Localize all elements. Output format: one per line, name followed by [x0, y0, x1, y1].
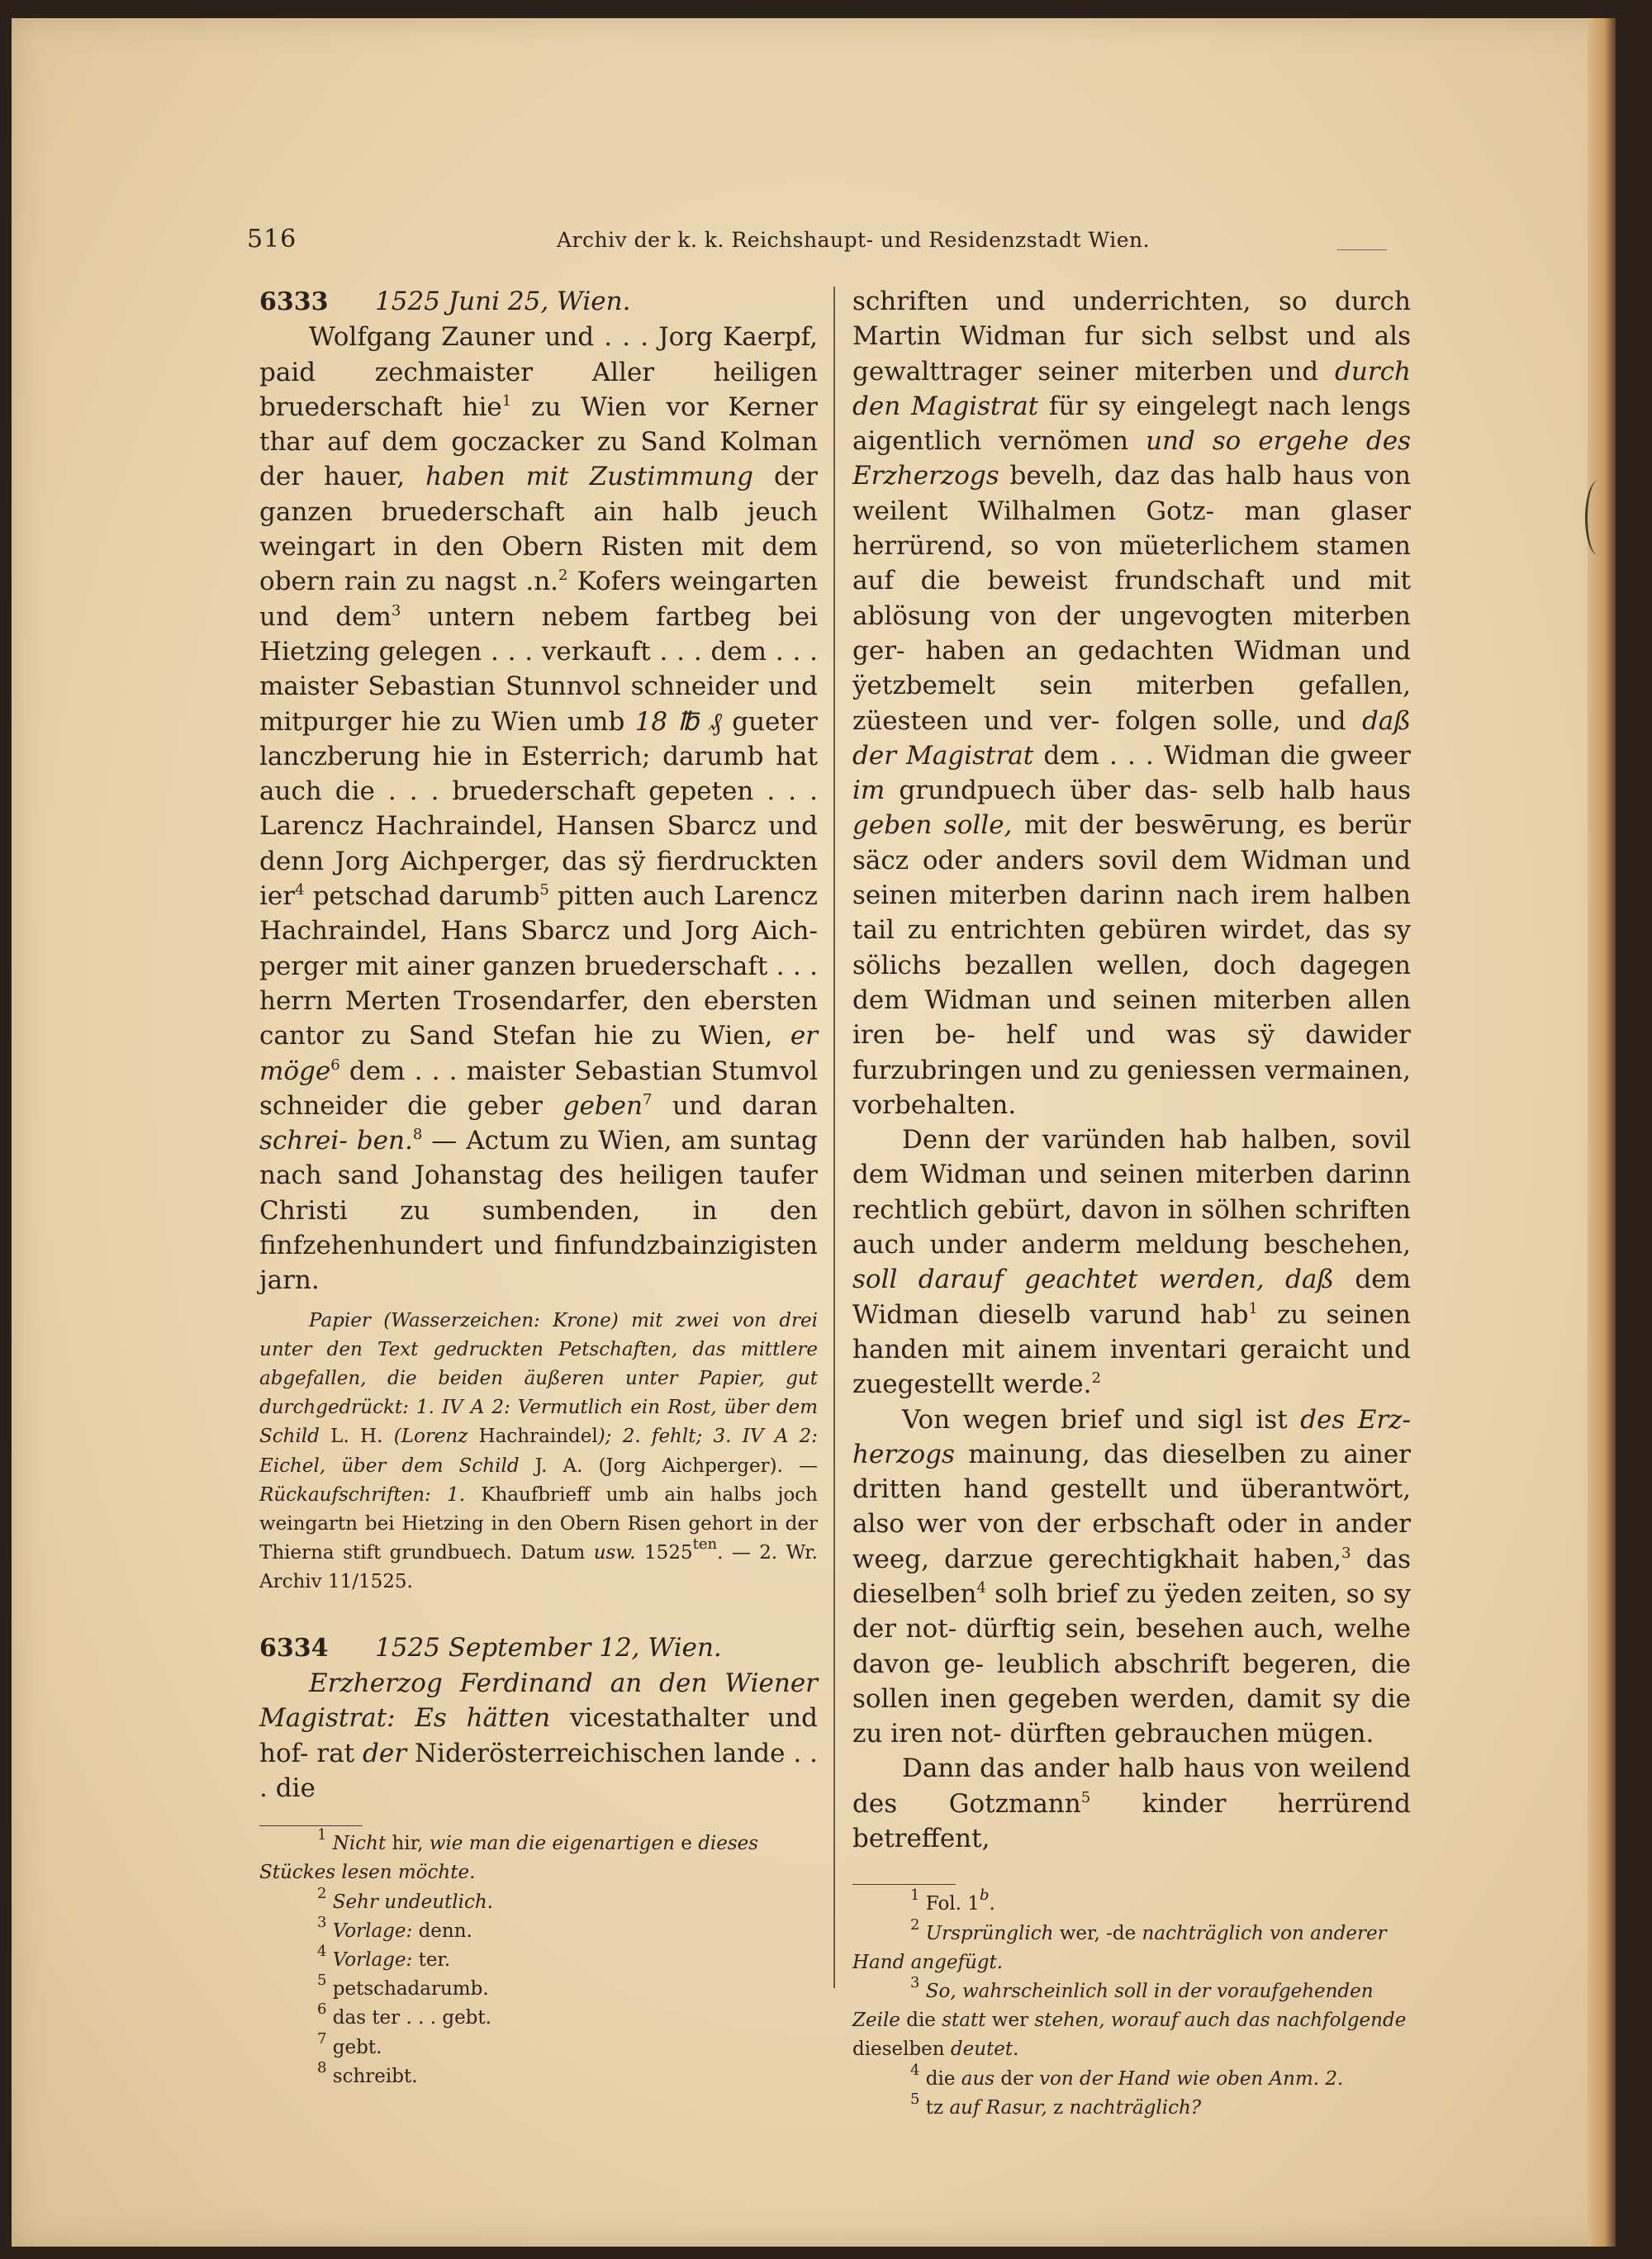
archival-note-6333: Papier (Wasserzeichen: Krone) mit zwei von drei unter den Text gedruckten Petschaften, das mittlere abgefallen, die beiden äußeren unter Papier, gut durchgedrückt: 1. IV A 2: Vermutlich ein Rost, über dem Schild L. H. (Lorenz Hachraindel); 2. fehlt; 3. IV A 2: Eichel, über dem Schild J. A. (Jorg Aichperger). — Rückaufschriften: 1. Khaufbrieff umb ain halbs joch weingartn bei Hietzing in den Obern Risen gehort in der Thierna stift grundbuech. Datum usw. $1525^{ten}$. — 2. Wr. Archiv 11/1525. — [259, 1309, 819, 1593]
document-number: 6333 — [259, 287, 329, 316]
header-rule — [1337, 249, 1387, 250]
document-date: 1525 Juni 25, Wien. — [375, 287, 631, 316]
footnote: $^3$ So, wahrscheinlich soll in der voraufgehenden Zeile die statt wer stehen, worauf auch das nachfolgende dieselben deutet. — [852, 1973, 1407, 2061]
left-column — [259, 284, 818, 2091]
book-page — [12, 18, 1616, 2247]
right-column — [852, 284, 1411, 2123]
footnote: $^5$ tz auf Rasur, z nachträglich? — [910, 2090, 1202, 2119]
column-divider — [833, 287, 835, 1988]
footnote: $^8$ schreibt. — [317, 2058, 418, 2087]
document-text-6334: Erzherzog Ferdinand an den Wiener Magistrat: Es hätten vicestathalter und hof- rat der Niderösterreichischen lande . . . die — [259, 1668, 818, 1803]
left-footnotes — [259, 1826, 818, 2091]
book-spine-edge — [1588, 18, 1616, 2247]
page-number: 516 — [247, 225, 297, 254]
running-title: Archiv der k. k. Reichshaupt- und Residenzstadt Wien. — [557, 228, 1151, 252]
page-header — [247, 225, 1412, 258]
footnote: $^4$ Vorlage: ter. — [317, 1942, 451, 1971]
footnote: $^2$ Ursprünglich wer, -de nachträglich von anderer Hand angefügt. — [852, 1915, 1387, 1973]
paragraph: Von wegen brief und sigl ist des Erz- herzogs mainung, das dieselben zu ainer dritten hand gestellt und überantwört, also wer von der erbschaft oder in ander weeg, darzue gerechtigkhait haben,$^3$ das dieselben$^4$ solh brief zu ÿeden zeiten, so sy der not- dürftig sein, besehen auch, welhe davon ge- leublich abschrift begeren, die sollen inen gegeben werden, damit sy die zu iren not- dürften gebrauchen mügen. — [852, 1404, 1412, 1749]
footnote: $^5$ petschadarumb. — [317, 1972, 489, 2000]
document-number: 6334 — [259, 1633, 329, 1663]
document-text-6333: Wolfgang Zauner und . . . Jorg Kaerpf, paid zechmaister Aller heiligen bruederschaft hie$^1$ zu Wien vor Kerner thar auf dem goczacker zu Sand Kolman der hauer, haben mit Zustimmung der ganzen bruederschaft ain halb jeuch weingart in den Obern Risten mit dem obern rain zu nagst .n.$^2$ Kofers weingarten und dem$^3$ untern nebem fartbeg bei Hietzing gelegen . . . verkauft . . . dem . . . maister Sebastian Stunnvol schneider und mitpurger hie zu Wien umb 18 ℔ ₰ gueter lanczberung hie in Esterrich; darumb hat auch die . . . bruederschaft gepeten . . . Larencz Hachraindel, Hansen Sbarcz und denn Jorg Aichperger, das sÿ fierdruckten ier$^4$ petschad darumb$^5$ pitten auch Larencz Hachraindel, Hans Sbarcz und Jorg Aich- perger mit ainer ganzen bruederschaft . . . herrn Merten Trosendarfer, den ebersten cantor zu Sand Stefan hie zu Wien, er möge$^6$ dem . . . maister Sebastian Stumvol schneider die geber geben$^7$ und daran schrei- ben.$^8$ — Actum zu Wien, am suntag nach sand Johanstag des heiligen taufer Christi zu sumbenden, in den finfzehenhundert und finfundzbainzigisten jarn. — [259, 322, 819, 1296]
footnote: $^6$ das ter . . . gebt. — [317, 2000, 491, 2029]
footnote-rule — [852, 1884, 956, 1885]
footnote: $^7$ gebt. — [317, 2029, 382, 2058]
footnote: $^1$ Nicht hir, wie man die eigenartigen e dieses Stückes lesen möchte. — [259, 1826, 759, 1884]
footnote: $^3$ Vorlage: denn. — [317, 1913, 472, 1942]
paragraph: Denn der varünden hab halben, sovil dem Widman und seinen miterben darinn rechtlich gebürt, davon in sölhen schriften auch under anderm meldung beschehen, soll darauf geachtet werden, daß dem Widman dieselb varund hab$^1$ zu seinen handen mit ainem inventari geraicht und zuegestellt werde.$^2$ — [852, 1125, 1411, 1400]
footnote-rule — [259, 1825, 363, 1826]
paragraph: Dann das ander halb haus von weilend des Gotzmann$^5$ kinder herrürend betreffent, — [852, 1754, 1411, 1854]
document-heading-6334 — [259, 1630, 818, 1666]
footnote: $^4$ die aus der von der Hand wie oben Anm. 2. — [910, 2061, 1344, 2090]
document-heading-6333 — [259, 284, 818, 320]
footnote: $^1$ Fol. 1$^b$. — [910, 1886, 995, 1915]
document-text-6334-continued: schriften und underrichten, so durch Martin Widman fur sich selbst und als gewalttrager seiner miterben und durch den Magistrat für sy eingelegt nach lengs aigentlich vernömen und so ergehe des Erzherzogs bevelh, daz das halb haus von weilent Wilhalmen Gotz- man glaser herrürend, so von müeterlichem stamen auf die beweist frundschaft und mit ablösung von der ungevogten miterben ger- haben an gedachten Widman und ÿetzbemelt sein miterben gefallen, züesteen und ver- folgen solle, und daß der Magistrat dem . . . Widman die gweer im grundpuech über das- selb halb haus geben solle, mit der beswērung, es berür säcz oder anders sovil dem Widman und seinen miterben darinn nach irem halben tail zu entrichten gebüren wirdet, das sy sölichs bezallen wellen, doch dagegen dem Widman und seinen miterben allen iren be- helf und was sÿ dawider furzubringen und zu geniessen vermainen, vorbehalten. — [852, 287, 1412, 1120]
right-footnotes — [852, 1886, 1411, 2123]
page-edge-mark — [1585, 481, 1611, 555]
footnote: $^2$ Sehr undeutlich. — [317, 1884, 493, 1913]
document-date: 1525 September 12, Wien. — [375, 1632, 722, 1663]
